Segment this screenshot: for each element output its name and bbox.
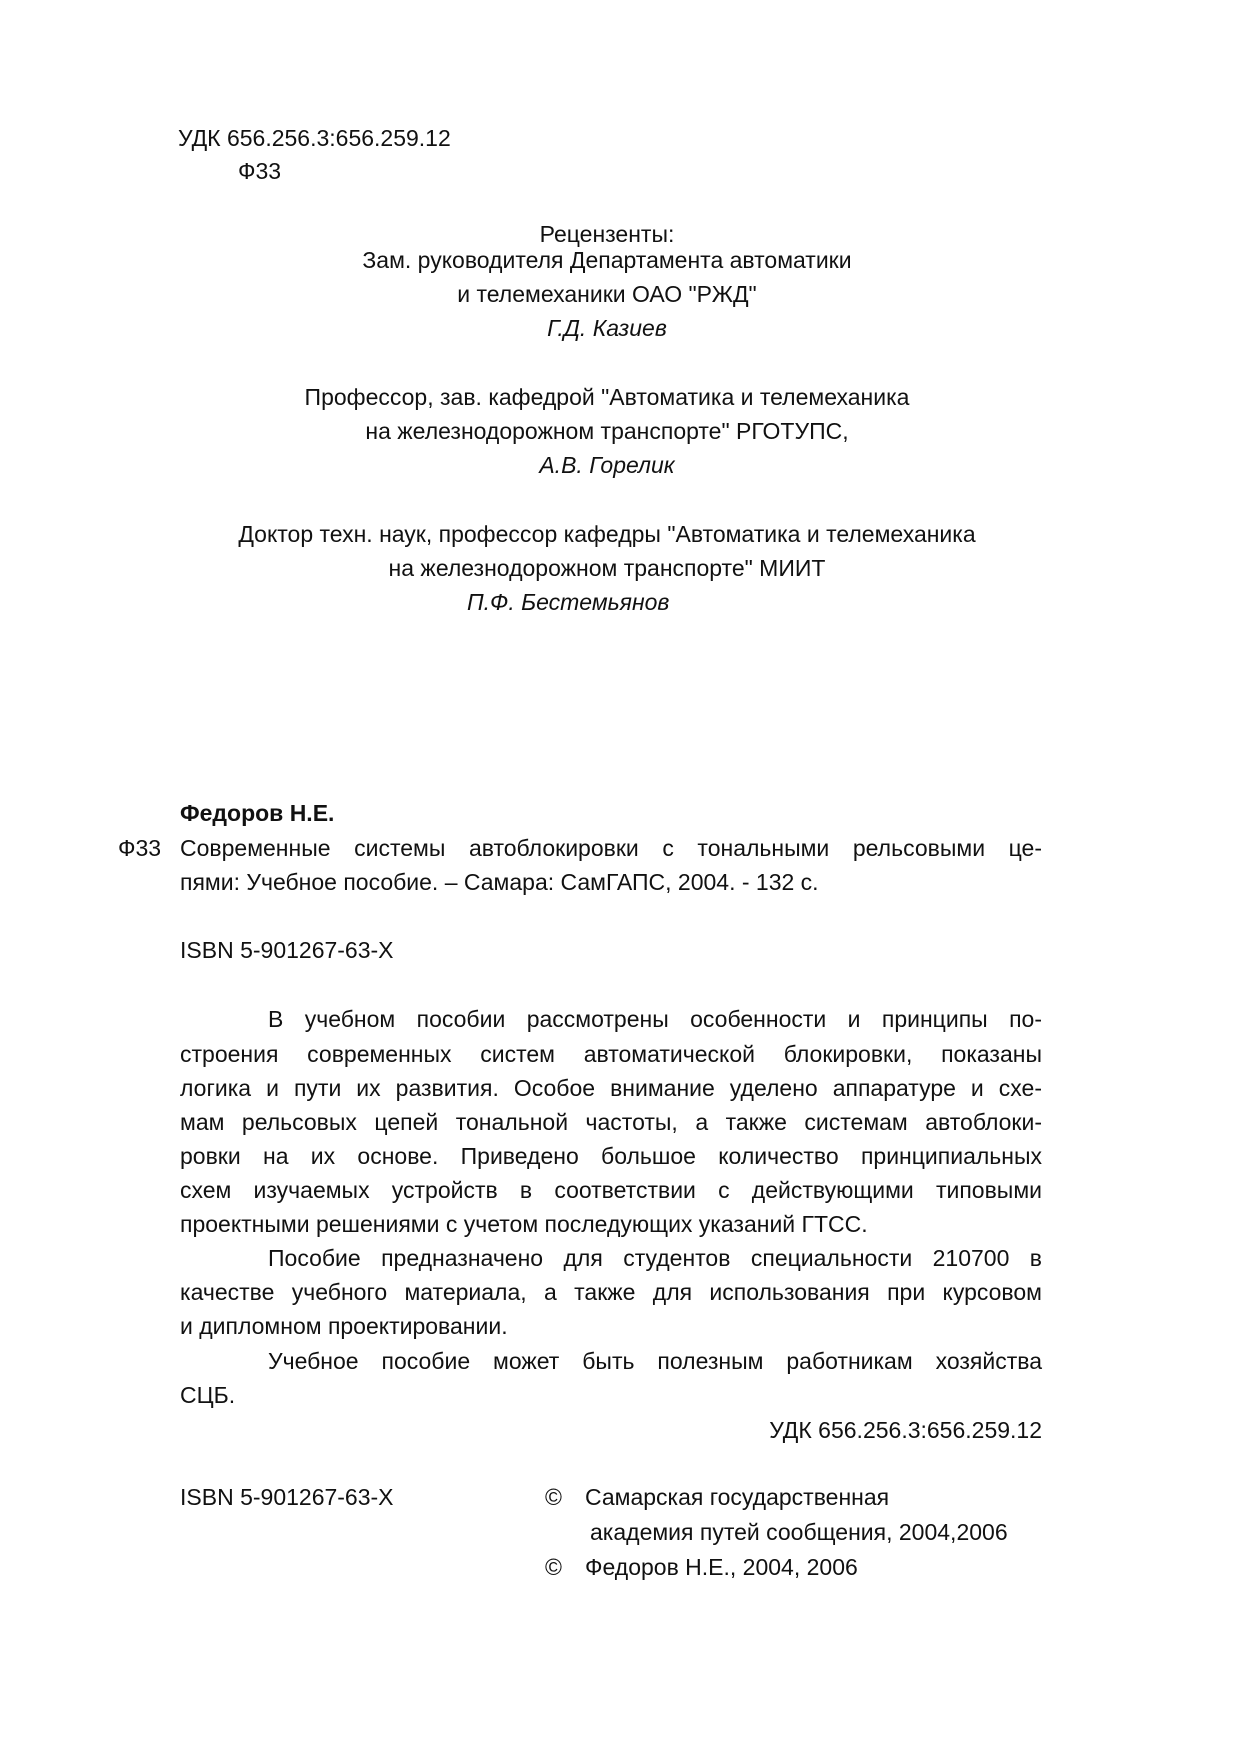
- udk-code-bottom: УДК 656.256.3:656.259.12: [769, 1417, 1042, 1443]
- reviewer-2-organization: на железнодорожном транспорте" РГОТУПС,: [365, 418, 849, 444]
- abstract-line: ровки на их основе. Приведено большое количество принципиальных: [180, 1143, 1042, 1169]
- bib-code: Ф33: [118, 835, 162, 861]
- abstract-line: Пособие предназначено для студентов специальности 210700 в: [268, 1245, 1042, 1271]
- bib-author: Федоров Н.Е.: [180, 800, 335, 826]
- reviewer-2-position: Профессор, зав. кафедрой "Автоматика и телемеханика: [304, 384, 910, 410]
- copyright-icon: ©: [545, 1554, 562, 1580]
- abstract-line: логика и пути их развития. Особое внимание уделено аппаратуре и схе-: [180, 1075, 1042, 1101]
- copyright-holder-2: Федоров Н.Е., 2004, 2006: [585, 1554, 858, 1580]
- author-code: Ф33: [238, 158, 282, 184]
- abstract-line: мам рельсовых цепей тональной частоты, а также системам автоблоки-: [180, 1109, 1042, 1135]
- reviewers-heading: Рецензенты:: [539, 221, 675, 247]
- abstract-line: строения современных систем автоматической блокировки, показаны: [180, 1041, 1042, 1067]
- abstract-line: схем изучаемых устройств в соответствии с действующими типовыми: [180, 1177, 1042, 1203]
- copyright-holder-1-cont: академия путей сообщения, 2004,2006: [590, 1519, 1008, 1545]
- abstract-line: и дипломном проектировании.: [180, 1313, 508, 1339]
- reviewer-1-name: Г.Д. Казиев: [547, 315, 667, 341]
- isbn-bottom: ISBN 5-901267-63-X: [180, 1484, 394, 1510]
- bib-title-line-1: Современные системы автоблокировки с тональными рельсовыми це-: [180, 835, 1042, 861]
- reviewer-2-name: А.В. Горелик: [539, 452, 675, 478]
- reviewer-3-position: Доктор техн. наук, профессор кафедры "Автоматика и телемеханика: [238, 521, 976, 547]
- bib-title-line-2: пями: Учебное пособие. – Самара: СамГАПС, 2004. - 132 с.: [180, 869, 819, 895]
- reviewer-1-organization: и телемеханики ОАО "РЖД": [457, 281, 757, 307]
- abstract-line: В учебном пособии рассмотрены особенности и принципы по-: [268, 1006, 1042, 1032]
- reviewer-1-position: Зам. руководителя Департамента автоматики: [362, 247, 852, 273]
- copyright-icon: ©: [545, 1484, 562, 1510]
- reviewer-3-organization: на железнодорожном транспорте" МИИТ: [388, 555, 826, 581]
- abstract-line: качестве учебного материала, а также для использования при курсовом: [180, 1279, 1042, 1305]
- abstract-line: Учебное пособие может быть полезным работникам хозяйства: [268, 1348, 1042, 1374]
- copyright-holder-1: Самарская государственная: [585, 1484, 890, 1510]
- isbn: ISBN 5-901267-63-X: [180, 937, 394, 963]
- reviewer-3-name: П.Ф. Бестемьянов: [467, 589, 670, 615]
- abstract-line: СЦБ.: [180, 1382, 236, 1408]
- udk-code: УДК 656.256.3:656.259.12: [178, 125, 451, 151]
- abstract-line: проектными решениями с учетом последующих указаний ГТСС.: [180, 1211, 868, 1237]
